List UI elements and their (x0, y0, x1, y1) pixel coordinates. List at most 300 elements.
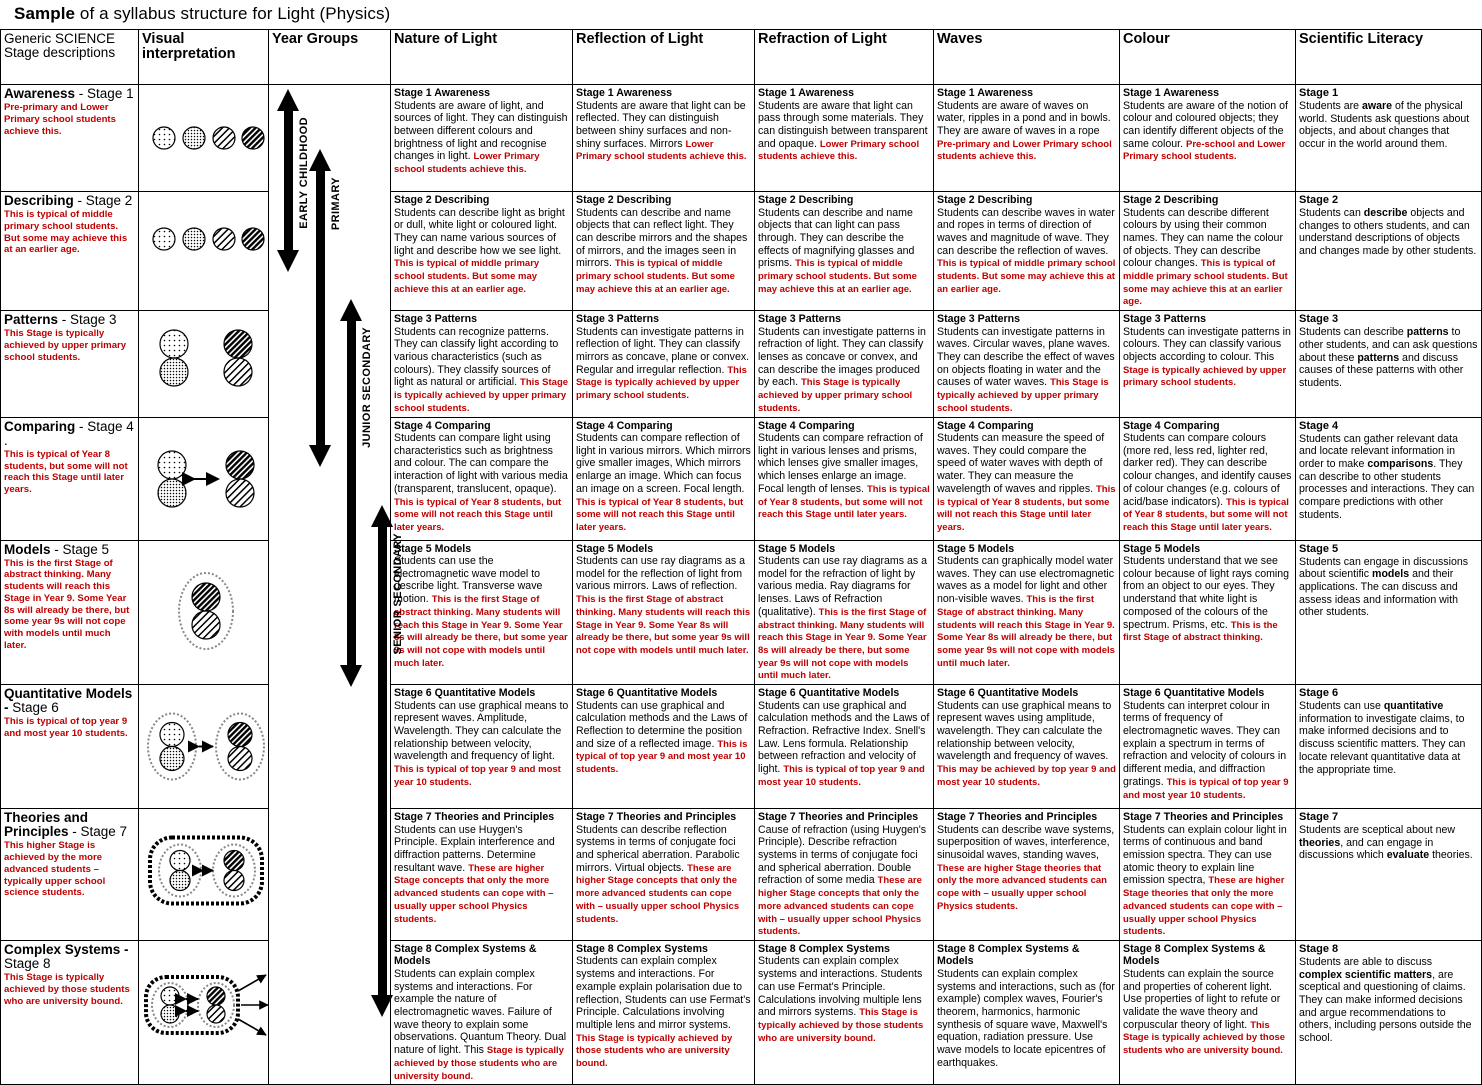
cell-nature (391, 417, 573, 540)
refraction-body-note: This is typical of top year 9 and most year 10 students. (758, 764, 925, 788)
cell-literacy (1296, 417, 1482, 540)
stage-note: This is typical of Year 8 students, but some will not reach this Stage until later years. (4, 448, 128, 495)
reflection-body-note: This is typical of Year 8 students, but some will not reach this Stage until later years. (576, 496, 744, 533)
refraction-body-text: Students can describe and name objects that can light can pass through. They can describe the effects of magnifying glasses and prisms. (758, 206, 915, 270)
literacy-body-part: aware (1362, 99, 1393, 112)
reflection-body (576, 100, 751, 164)
nature-body-note: These are higher Stage concepts that only the more advanced students can cope with – usually upper school Physics students. (394, 862, 554, 925)
literacy-body-part: , are sceptical and questioning of claims. They can make informed decisions and argue recommendations to others, including persons outside the school. (1299, 968, 1472, 1045)
stage-number-text: - Stage 3 (58, 312, 117, 328)
cell-literacy (1296, 809, 1482, 941)
reflection-body (576, 326, 751, 402)
reflection-body (576, 700, 751, 776)
table-row (1, 311, 1482, 417)
nature-body-text: Students are aware of light, and sources of light. They can distinguish between different colours and brightness of light and recognise changes in light. (394, 99, 568, 163)
column-header-visual (139, 30, 269, 85)
waves-body-note: This Stage is typically achieved by upper primary school students. (937, 377, 1109, 414)
reflection-title: Stage 2 Describing (576, 194, 672, 206)
cell-waves (934, 311, 1120, 417)
reflection-body-text: Students can use graphical and calculation methods and the Laws of Reflection to determine the position and size of a reflected image. (576, 699, 748, 750)
refraction-body-note: These are higher Stage concepts that only the more advanced students can cope with – usually upper school Physics students. (758, 875, 922, 938)
column-header-generic-line1: Generic SCIENCE (4, 31, 116, 46)
literacy-body-part: theories (1299, 836, 1341, 849)
refraction-body (758, 100, 930, 164)
literacy-body-part: evaluate (1386, 849, 1430, 862)
refraction-title: Stage 5 Models (758, 542, 836, 555)
table-row (1, 417, 1482, 540)
cell-reflection (573, 85, 755, 192)
literacy-body-part: of the physical world. Students ask questions about objects, and about changes that occur in the world around them. (1299, 99, 1470, 151)
cell-stage-description (1, 540, 139, 685)
arrow-shaft (284, 109, 293, 252)
refraction-body-text: Cause of refraction (using Huygen's Principle). Describe refraction systems in terms of conjugate foci and spherical aberration. Double refraction of some media (758, 823, 927, 887)
page-title-rest: of a syllabus structure for Light (Physics) (75, 4, 391, 23)
refraction-body (758, 700, 930, 789)
stage-number-text: - Stage 5 (50, 541, 110, 557)
waves-body (937, 207, 1116, 296)
cell-visual-interpretation (139, 311, 269, 417)
page-title-bold: Sample (14, 4, 76, 23)
nature-body-text: Students can use the electromagnetic wave model to describe light. Transverse wave motion. (394, 555, 543, 606)
waves-title: Stage 5 Models (937, 542, 1015, 555)
refraction-body (758, 955, 930, 1044)
stage-note: This is typical of top year 9 and most year 10 students. (4, 716, 128, 740)
waves-body-note: This may be achieved by top year 9 and most year 10 students. (937, 764, 1116, 788)
cell-visual-interpretation (139, 417, 269, 540)
literacy-body-part: Students can (1299, 206, 1364, 219)
literacy-body-part: patterns (1357, 351, 1400, 364)
reflection-body-text: Students are aware that light can be reflected. They can distinguish between shiny surfaces and non-shiny surfaces. Mirrors (576, 99, 746, 150)
stage-note: This is the first Stage of abstract thinking. Many students will reach this Stage in Year 9. Some Year 8s will already be there, but some year 9s will not cope with models until much later. (4, 557, 130, 651)
refraction-body (758, 432, 930, 521)
arrow-head-up-icon (371, 505, 393, 527)
reflection-title: Stage 5 Models (576, 542, 654, 555)
nature-body-text: Students can use graphical means to represent waves. Amplitude, Wavelength. They can calculate the relationship between velocity, wavelength and frequency of light. (394, 699, 569, 763)
stage-name-text: Awareness (4, 86, 76, 101)
colour-body-text: Students can investigate patterns in colours. They can classify various objects according to colour. This (1123, 325, 1291, 364)
reflection-body (576, 432, 751, 534)
waves-body-text: Students can investigate patterns in waves. Circular waves, plane waves. They can describe the effect of waves on objects floating in water and the causes of water waves. (937, 325, 1115, 389)
refraction-body-text: Students can compare refraction of light in various lenses and prisms, which lenses give smaller images, which lenses enlarge an image. Focal length of lenses. (758, 432, 923, 495)
literacy-body-part: quantitative (1383, 700, 1444, 713)
column-header-colour: Colour (1120, 30, 1296, 85)
waves-title: Stage 8 Complex Systems & Models (937, 942, 1080, 968)
reflection-body-note: Lower Primary school students achieve this. (576, 138, 747, 163)
stage-diagram-icon (142, 687, 270, 806)
refraction-body-note: This Stage is typically achieved by upper primary school students. (758, 377, 913, 414)
nature-body-note: This is typical of top year 9 and most year 10 students. (394, 764, 561, 788)
cell-literacy (1296, 685, 1482, 809)
cell-literacy (1296, 540, 1482, 685)
nature-body-note: This is typical of middle primary school students. But some may achieve this at an earlier age. (394, 258, 540, 295)
waves-body (937, 824, 1116, 913)
stage-number-text: - Stage 2 (73, 193, 133, 208)
waves-body-text: Students can graphically model water waves. They can use electromagnetic waves as a model for light and other non-visible waves. (937, 555, 1115, 606)
literacy-title: Stage 3 (1299, 313, 1339, 326)
column-header-nature-of-light: Nature of Light (391, 30, 573, 85)
cell-stage-description (1, 85, 139, 192)
nature-body-note: Lower Primary school students achieve this. (394, 151, 540, 176)
cell-refraction (755, 311, 934, 417)
literacy-body-part: information to investigate claims, to make informed decisions and to discuss scientific matters. They can locate relevant quantitative data at the appropriate time. (1299, 712, 1466, 776)
literacy-body-part: Students can engage in discussions about scientific (1299, 555, 1469, 581)
cell-waves (934, 540, 1120, 685)
refraction-body-note: This is the first Stage of abstract thinking. Many students will reach this Stage in Year 9. Some Year 8s will already be there, but some year 9s will not cope with models until much later. (758, 606, 927, 682)
stage-diagram-icon (142, 811, 270, 930)
literacy-body-part: Students are able to discuss (1299, 955, 1433, 968)
literacy-body-part: objects and changes to others students, and can understand descriptions of objects and changes made by other students. (1299, 206, 1477, 258)
nature-title: Stage 8 Complex Systems & Models (394, 942, 537, 968)
refraction-body-note: Lower Primary school students achieve this. (758, 138, 920, 163)
refraction-body-text: Students can use graphical and calculation methods and the Laws of Refraction. Refractive Index. Snell's Law. Lens formula. Relationship between refraction and velocity of light. (758, 699, 930, 776)
reflection-body (576, 824, 751, 926)
stage-diagram-icon (142, 87, 270, 189)
cell-reflection (573, 685, 755, 809)
page-title (0, 0, 1481, 29)
reflection-body (576, 955, 751, 1069)
waves-body (937, 968, 1116, 1070)
reflection-body-text: Students can use ray diagrams as a model for the reflection of light from various mirrors. Laws of reflection. (576, 555, 746, 593)
refraction-title: Stage 8 Complex Systems (758, 942, 890, 955)
refraction-body (758, 824, 930, 938)
stage-name (4, 687, 135, 715)
literacy-body (1299, 556, 1478, 620)
arrow-shaft (316, 169, 325, 447)
colour-body (1123, 824, 1292, 938)
waves-body-text: Students are aware of waves on water, ripples in a pond and in bowls. They are aware of waves in a rope (937, 99, 1111, 137)
cell-colour (1120, 685, 1296, 809)
stage-note: This Stage is typically achieved by upper primary school students. (4, 328, 127, 363)
cell-reflection (573, 540, 755, 685)
cell-refraction (755, 940, 934, 1084)
stage-name-text: Comparing (4, 418, 76, 434)
nature-body (394, 968, 569, 1082)
column-header-refraction-of-light: Refraction of Light (755, 30, 934, 85)
literacy-body (1299, 100, 1478, 151)
cell-nature (391, 540, 573, 685)
refraction-body (758, 207, 930, 296)
colour-body (1123, 555, 1292, 644)
colour-body (1123, 326, 1292, 390)
literacy-title: Stage 8 (1299, 942, 1339, 955)
nature-title: Stage 7 Theories and Principles (394, 811, 555, 824)
literacy-body-part: theories. (1429, 849, 1473, 862)
reflection-body-note: These are higher Stage concepts that only the more advanced students can cope with – usually upper school Physics students. (576, 862, 740, 925)
literacy-body-part: patterns (1406, 326, 1449, 339)
literacy-title: Stage 7 (1299, 811, 1339, 824)
waves-body-note: This is typical of middle primary school students. But some may achieve this at an earlier age. (937, 258, 1116, 295)
cell-reflection (573, 809, 755, 941)
nature-title: Stage 4 Comparing (394, 419, 491, 432)
column-header-visual-line1: Visual (142, 31, 185, 47)
reflection-body (576, 207, 751, 296)
colour-title: Stage 4 Comparing (1123, 419, 1220, 432)
literacy-body-part: describe (1363, 206, 1408, 219)
literacy-body-part: and discuss causes of these patterns with other students. (1299, 351, 1464, 389)
cell-refraction (755, 192, 934, 311)
cell-year-groups (269, 85, 404, 1085)
waves-title: Stage 7 Theories and Principles (937, 811, 1098, 824)
cell-waves (934, 85, 1120, 192)
cell-visual-interpretation (139, 85, 269, 192)
cell-waves (934, 809, 1120, 941)
refraction-body (758, 555, 930, 682)
refraction-title: Stage 6 Quantitative Models (758, 687, 900, 700)
waves-body-text: Students can describe waves in water and ropes in terms of direction of waves and magnitude of wave. They can describe the reflection of waves. (937, 206, 1115, 257)
cell-nature (391, 192, 573, 311)
table-row (1, 809, 1482, 941)
column-header-generic (1, 30, 139, 85)
cell-visual-interpretation (139, 192, 269, 311)
literacy-body (1299, 433, 1478, 522)
cell-colour (1120, 192, 1296, 311)
colour-title: Stage 3 Patterns (1123, 313, 1207, 326)
table-body (1, 85, 1482, 1085)
reflection-title: Stage 8 Complex Systems (576, 942, 708, 955)
colour-title: Stage 6 Quantitative Models (1123, 687, 1265, 700)
waves-body-text: Students can measure the speed of waves. They could compare the speed of water waves with depth of water. They can measure the wavelength of waves and ripples. (937, 432, 1105, 495)
stage-name (4, 420, 135, 448)
nature-body-note: This Stage is typically achieved by upper primary school students. (394, 377, 569, 414)
cell-stage-description (1, 685, 139, 809)
stage-diagram-icon (142, 313, 270, 403)
reflection-body-note: This Stage is typically achieved by upper primary school students. (576, 364, 747, 402)
refraction-title: Stage 1 Awareness (758, 87, 854, 99)
reflection-body-text: Students can describe reflection systems in terms of conjugate foci and spherical aberration. Parabolic mirrors. Virtual objects. (576, 823, 740, 874)
waves-body-text: Students can describe wave systems, superposition of waves, interference, sinusoidal waves, standing waves, (937, 823, 1115, 861)
nature-body-text: Students can explain complex systems and interactions. For example the nature of electromagnetic waves. Failure of wave theory to explain some observations. Quantum Theory. Dual nature of light. This (394, 967, 567, 1057)
nature-body (394, 555, 569, 669)
stage-name (4, 87, 135, 101)
cell-waves (934, 417, 1120, 540)
refraction-title: Stage 7 Theories and Principles (758, 811, 919, 824)
colour-body (1123, 968, 1292, 1057)
stage-number-text: - Stage 1 (75, 86, 134, 101)
stage-note: This Stage is typically achieved by those students who are university bound. (4, 972, 130, 1007)
literacy-title: Stage 6 (1299, 687, 1339, 700)
reflection-body-note: This is typical of top year 9 and most year 10 students. (576, 738, 748, 776)
cell-reflection (573, 417, 755, 540)
colour-title: Stage 8 Complex Systems & Models (1123, 942, 1266, 968)
literacy-title: Stage 4 (1299, 419, 1339, 432)
nature-body-text: Students can compare light using characteristics such as brightness and colour. The can compare the interaction of light with various media (transparent, translucent, opaque). (394, 432, 568, 495)
arrow-shaft (347, 319, 356, 667)
nature-body (394, 824, 569, 926)
literacy-title: Stage 5 (1299, 542, 1339, 555)
table-row (1, 940, 1482, 1084)
waves-title: Stage 4 Comparing (937, 419, 1034, 432)
waves-body-text: Students can explain complex systems and interactions, such as (for example) complex waves, Fourier's theorem, harmonics, harmonic synthesis of square wave, Maxwell's equation, radiation pressure. Use wave models to locate epicentres of earthquakes. (937, 967, 1115, 1069)
arrow-head-down-icon (277, 250, 299, 272)
column-header-visual-line2: interpretation (142, 45, 236, 62)
waves-body (937, 326, 1116, 415)
cell-literacy (1296, 311, 1482, 417)
nature-body-note: This is typical of Year 8 students, but some will not reach this Stage until later years. (394, 496, 562, 533)
waves-body-text: Students can use graphical means to represent waves using amplitude, wavelength. They can calculate the relationship between velocity, wavelength and frequency of waves. (937, 699, 1112, 763)
table-header-row (1, 30, 1482, 85)
stage-name-text: Complex Systems - (4, 941, 129, 957)
table-row (1, 192, 1482, 311)
colour-body-note: This is typical of Year 8 students, but some will not reach this Stage until later years. (1123, 496, 1289, 533)
refraction-title: Stage 4 Comparing (758, 419, 855, 432)
literacy-body-part: Students can describe (1299, 326, 1407, 339)
literacy-body-part: Students are (1299, 99, 1363, 112)
nature-body-note: This is the first Stage of abstract thinking. Many students will reach this Stage in Year 9. Some Year 8s will already be there, but some year 9s will not cope with models until much later. (394, 594, 568, 669)
cell-literacy (1296, 192, 1482, 311)
cell-stage-description (1, 809, 139, 941)
waves-body (937, 555, 1116, 669)
cell-stage-description (1, 940, 139, 1084)
literacy-body-part: to other students, and can ask questions about these (1299, 326, 1478, 364)
cell-reflection (573, 311, 755, 417)
column-header-year-groups: Year Groups (269, 30, 391, 85)
literacy-body-part: . They can describe to other students processes and interactions. They can compare predictions with other students. (1299, 457, 1475, 521)
literacy-body (1299, 824, 1478, 862)
stage-diagram-icon (142, 420, 270, 538)
year-group-label: PRIMARY (330, 177, 342, 231)
stage-name-text: Describing (4, 193, 74, 208)
reflection-title: Stage 7 Theories and Principles (576, 811, 737, 824)
literacy-body (1299, 207, 1478, 258)
cell-visual-interpretation (139, 685, 269, 809)
cell-literacy (1296, 85, 1482, 192)
colour-body-text: Students are aware of the notion of colour and coloured objects; they can identify different objects of the same colour. (1123, 99, 1288, 150)
waves-title: Stage 1 Awareness (937, 87, 1033, 99)
cell-nature (391, 85, 573, 192)
literacy-body (1299, 326, 1478, 390)
year-group-label: SENIOR SECONDARY (392, 533, 404, 655)
cell-visual-interpretation (139, 940, 269, 1084)
colour-body-note: Stage is typically achieved by upper primary school students. (1123, 364, 1287, 389)
colour-body-text: Students understand that we see colour because of light rays coming from an object to our eyes. They understand that white light is composed of the colours of the spectrum. Prisms, etc. (1123, 555, 1290, 631)
waves-body-note: This is typical of Year 8 students, but some will not reach this Stage until later years. (937, 483, 1116, 533)
cell-refraction (755, 809, 934, 941)
arrow-shaft (378, 525, 387, 997)
stage-name-text: Patterns (4, 312, 59, 328)
cell-nature (391, 940, 573, 1084)
column-header-reflection-of-light: Reflection of Light (573, 30, 755, 85)
cell-waves (934, 940, 1120, 1084)
stage-name-text: Models (4, 541, 51, 557)
colour-title: Stage 7 Theories and Principles (1123, 811, 1284, 824)
literacy-title: Stage 1 (1299, 87, 1339, 99)
refraction-body-text: Students are aware that light can pass through some materials. They can distinguish between transparent and opaque. (758, 99, 928, 150)
reflection-body-text: Students can investigate patterns in reflection of light. They can classify mirrors as concave, plane or convex. Regular and irregular reflection. (576, 325, 750, 376)
year-group-label: JUNIOR SECONDARY (361, 327, 373, 448)
stage-name (4, 313, 135, 327)
stage-name-text: Quantitative Models - (4, 686, 133, 716)
waves-body-note: Pre-primary and Lower Primary school students achieve this. (937, 138, 1112, 163)
colour-body-note: This is typical of middle primary school students. But some may achieve this at an earlier age. (1123, 258, 1288, 308)
colour-body (1123, 207, 1292, 309)
stage-number-text: Stage 8 (4, 956, 51, 972)
table-row (1, 85, 1482, 192)
cell-nature (391, 311, 573, 417)
cell-colour (1120, 940, 1296, 1084)
literacy-body-part: models (1372, 568, 1410, 581)
reflection-title: Stage 4 Comparing (576, 419, 673, 432)
nature-body-note: Stage is typically achieved by those students who are university bound. (394, 1045, 564, 1082)
reflection-title: Stage 1 Awareness (576, 87, 672, 99)
refraction-body-note: This is typical of middle primary school students. But some may achieve this at an earlier age. (758, 258, 917, 295)
colour-body (1123, 700, 1292, 802)
syllabus-table (0, 29, 1482, 1085)
cell-colour (1120, 85, 1296, 192)
nature-title: Stage 1 Awareness (394, 87, 490, 99)
refraction-body-text: Students can use ray diagrams as a model for the refraction of light by various media. Ray diagrams for lenses. Laws of Refraction (qualitative). (758, 555, 928, 618)
nature-body-text: Students can use Huygen's Principle. Explain interference and diffraction patterns. Determine resultant wave. (394, 823, 555, 874)
literacy-body-part: Students are sceptical about new (1299, 824, 1456, 837)
reflection-body-text: Students can explain complex systems and interactions. For example explain polarisation due to reflection, Students can use Fermat's Principle. Calculations involving multiple lens and mirror systems. (576, 955, 751, 1031)
cell-reflection (573, 940, 755, 1084)
refraction-body-text: Students can explain complex systems and interactions. Students can use Fermat's Principle. Calculations involving multiple lens and mirrors systems. (758, 955, 923, 1019)
colour-title: Stage 2 Describing (1123, 194, 1219, 206)
column-header-waves: Waves (934, 30, 1120, 85)
stage-note: Pre-primary and Lower Primary school students achieve this. (4, 102, 116, 137)
cell-colour (1120, 540, 1296, 685)
year-group-label: EARLY CHILDHOOD (298, 117, 310, 229)
nature-body-text: Students can recognize patterns. They can classify light according to various characteristics (such as colours). They classify sources of light as natural or artificial. (394, 325, 559, 389)
arrow-head-up-icon (340, 299, 362, 321)
cell-colour (1120, 417, 1296, 540)
colour-body-text: Students can interpret colour in terms of frequency of electromagnetic waves. They can explain a spectrum in terms of refraction and velocity of colours in different media, and diffraction gratings. (1123, 699, 1287, 788)
reflection-body (576, 555, 751, 657)
colour-title: Stage 1 Awareness (1123, 87, 1219, 99)
stage-note: This is typical of middle primary school students. But some may achieve this at an earlier age. (4, 209, 128, 256)
cell-reflection (573, 192, 755, 311)
refraction-body-text: Students can investigate patterns in refraction of light. They can classify lenses as concave or convex, and can describe the images produced by each. (758, 325, 926, 389)
stage-name (4, 811, 135, 839)
colour-body-note: This Stage is typically achieved by those students who are university bound. (1123, 1019, 1286, 1057)
nature-body (394, 207, 569, 296)
arrow-head-up-icon (277, 89, 299, 111)
colour-body-text: Students can explain colour light in terms of continuous and band emission spectra. They can use atomic theory to explain line emission spectra, (1123, 823, 1287, 887)
waves-body (937, 700, 1116, 789)
nature-body (394, 700, 569, 789)
colour-body-note: This is typical of top year 9 and most year 10 students. (1123, 776, 1289, 801)
arrow-head-down-icon (371, 995, 393, 1017)
cell-visual-interpretation (139, 809, 269, 941)
waves-title: Stage 6 Quantitative Models (937, 687, 1079, 700)
refraction-title: Stage 2 Describing (758, 194, 854, 206)
waves-title: Stage 3 Patterns (937, 313, 1021, 326)
literacy-body-part: complex scientific matters (1299, 968, 1433, 981)
cell-stage-description (1, 311, 139, 417)
literacy-title: Stage 2 (1299, 194, 1339, 206)
reflection-body-note: This Stage is typically achieved by those students who are university bound. (576, 1032, 733, 1070)
cell-literacy (1296, 940, 1482, 1084)
stage-name (4, 543, 135, 557)
stage-number-text: Stage 6 (8, 700, 59, 716)
colour-body-note: Pre-school and Lower Primary school students. (1123, 138, 1286, 163)
nature-body (394, 100, 569, 176)
cell-waves (934, 685, 1120, 809)
stage-diagram-icon (142, 194, 270, 284)
nature-title: Stage 3 Patterns (394, 313, 478, 326)
colour-body-text: Students can compare colours (more red, less red, lighter red, darker red). They can describe colour changes, and identify causes of colour changes (e.g. colours of acid/base indicators). (1123, 432, 1292, 508)
reflection-body-note: This is typical of middle primary school students. But some may achieve this at an earlier age. (576, 258, 735, 295)
reflection-title: Stage 3 Patterns (576, 313, 660, 326)
literacy-body-part: and their applications. The can discuss and assess ideas and information with other students. (1299, 568, 1458, 619)
nature-title: Stage 2 Describing (394, 194, 490, 206)
stage-name (4, 194, 135, 208)
stage-name-text: Theories and Principles (4, 810, 89, 840)
nature-body (394, 326, 569, 415)
table-row (1, 540, 1482, 685)
literacy-body (1299, 956, 1478, 1045)
literacy-body-part: Students can use (1299, 700, 1384, 713)
arrow-head-down-icon (340, 665, 362, 687)
